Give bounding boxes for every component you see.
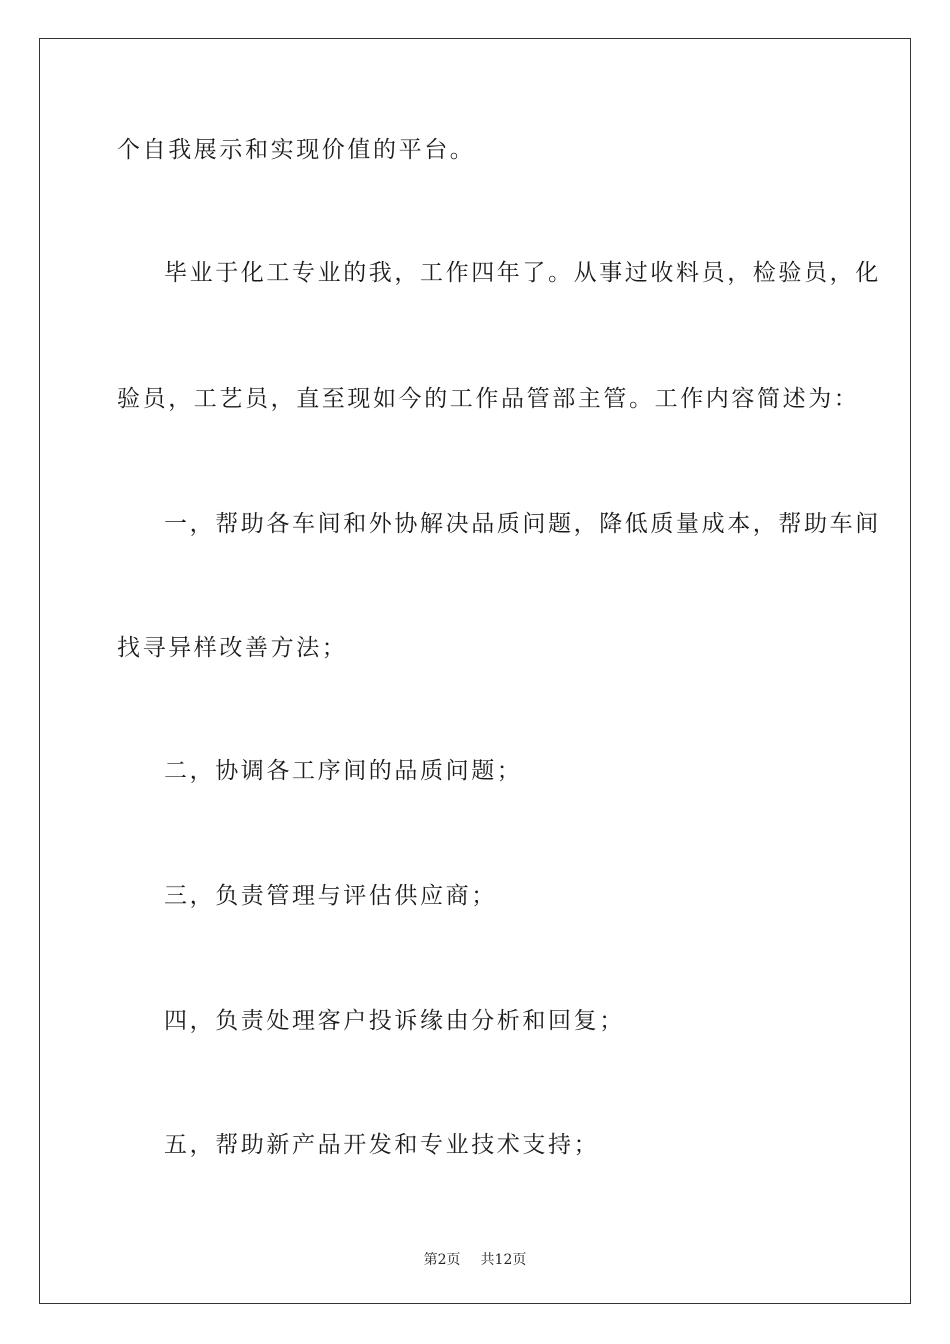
list-item-3: 三，负责管理与评估供应商； — [164, 883, 497, 909]
list-item-1-line-2: 找寻异样改善方法； — [117, 635, 348, 661]
paragraph-line-3: 验员，工艺员，直至现如今的工作品管部主管。工作内容简述为： — [117, 386, 860, 412]
page-footer — [0, 1249, 950, 1269]
paragraph-line-2: 毕业于化工专业的我，工作四年了。从事过收料员，检验员，化 — [164, 260, 881, 286]
page-number: 第2页 — [423, 1252, 461, 1268]
text-line-1: 个自我展示和实现价值的平台。 — [117, 137, 476, 163]
list-item-1-line-1: 一，帮助各车间和外协解决品质问题，降低质量成本，帮助车间 — [164, 511, 881, 537]
page-total: 共12页 — [480, 1252, 527, 1268]
list-item-4: 四，负责处理客户投诉缘由分析和回复； — [164, 1008, 625, 1034]
page-border — [39, 38, 911, 1304]
list-item-5: 五，帮助新产品开发和专业技术支持； — [164, 1132, 600, 1158]
list-item-2: 二，协调各工序间的品质问题； — [164, 758, 523, 784]
